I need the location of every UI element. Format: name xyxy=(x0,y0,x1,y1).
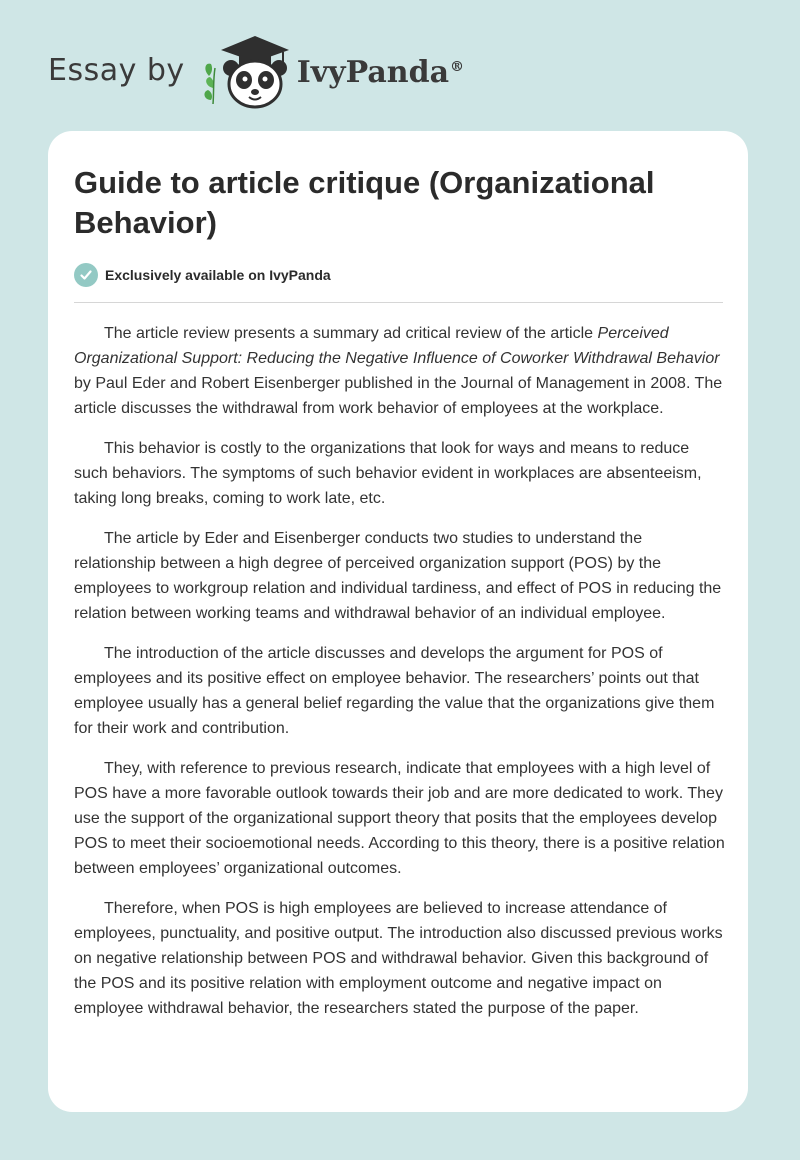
essay-by-label: Essay by xyxy=(48,52,185,88)
exclusive-badge xyxy=(74,263,331,287)
paragraph-4: The introduction of the article discusses and develops the argument for POS of employees and its positive effect on employee behavior. The researchers’ points out that employee usually has a general belief regarding the value that the organizations give them for their work and contribution. xyxy=(74,645,715,737)
brand-name: IvyPanda® xyxy=(296,54,465,90)
exclusive-label: Exclusively available on IvyPanda xyxy=(105,267,331,283)
article-body xyxy=(74,321,726,1036)
article-card xyxy=(48,131,748,1112)
article-title: Guide to article critique (Organizational Behavior) xyxy=(74,165,655,240)
registered-mark: ® xyxy=(450,58,465,75)
site-header xyxy=(48,30,464,110)
paragraph-1: The article review presents a summary ad critical review of the article Perceived Organizational Support: Reducing the Negative Influence of Coworker Withdrawal Behavior by Paul Eder and Robert Eisenberger published in the Journal of Management in 2008. The article discusses the withdrawal from work behavior of employees at the workplace. xyxy=(74,325,723,417)
divider xyxy=(74,302,723,303)
panda-mascot-icon xyxy=(199,30,291,110)
article-source-title: Perceived Organizational Support: Reducing the Negative Influence of Coworker Withdrawal Behavior xyxy=(74,325,720,367)
paragraph-5: They, with reference to previous research, indicate that employees with a high level of POS have a more favorable outlook towards their job and are more dedicated to work. They use the support of the organizational support theory that posits that the employees develop POS to meet their socioemotional needs. According to this theory, there is a positive relation between employees’ organizational outcomes. xyxy=(74,760,725,877)
paragraph-6: Therefore, when POS is high employees are believed to increase attendance of employees, punctuality, and positive output. The introduction also discussed previous works on negative relationship between POS and withdrawal behavior. Given this background of the POS and its positive relation with employment outcome and negative impact on employee withdrawal behavior, the researchers stated the purpose of the paper. xyxy=(74,900,723,1017)
paragraph-2: This behavior is costly to the organizations that look for ways and means to reduce such behaviors. The symptoms of such behavior evident in workplaces are absenteeism, taking long breaks, coming to work late, etc. xyxy=(74,440,702,507)
paragraph-3: The article by Eder and Eisenberger conducts two studies to understand the relationship between a high degree of perceived organization support (POS) by the employees to workgroup relation and individual tardiness, and effect of POS in reducing the relation between working teams and withdrawal behavior of an individual employee. xyxy=(74,530,722,622)
check-icon xyxy=(74,263,98,287)
